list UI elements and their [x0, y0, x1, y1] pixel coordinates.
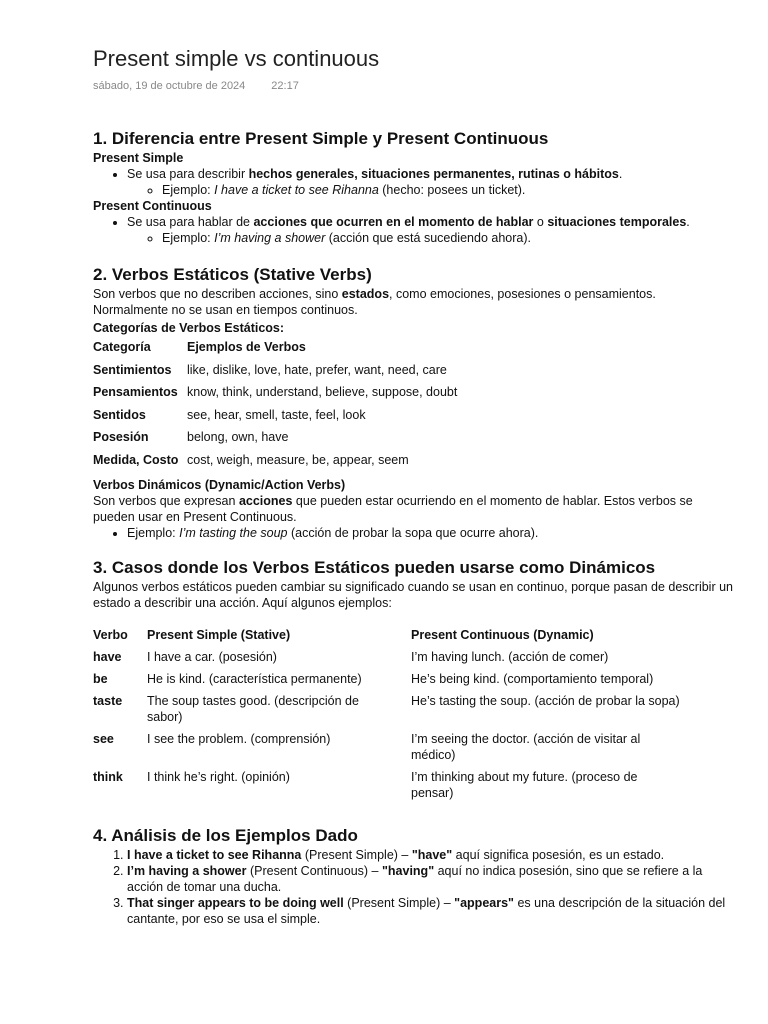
table-row	[93, 693, 691, 731]
text-run: (acción que está sucediendo ahora).	[325, 231, 531, 245]
category-cell: Posesión	[93, 430, 149, 444]
text-bold: "having"	[381, 864, 435, 878]
text-bold: acciones	[238, 494, 293, 508]
table-row	[93, 452, 457, 475]
category-cell: Pensamientos	[93, 385, 178, 399]
page-meta	[93, 78, 733, 94]
text-run: aquí no indica posesión, sino que se refiere a la acción de tomar una ducha.	[127, 864, 703, 894]
table-row	[93, 407, 457, 430]
continuous-cell: He’s being kind. (comportamiento temporal)	[411, 672, 654, 686]
present-simple-example	[162, 182, 733, 198]
section-4-heading: 4. Análisis de los Ejemplos Dado	[93, 826, 358, 845]
stative-intro	[93, 286, 733, 318]
stative-verbs-table	[93, 339, 457, 474]
text-bold: acciones que ocurren en el momento de hablar	[253, 215, 534, 229]
column-header: Ejemplos de Verbos	[187, 340, 306, 354]
column-header: Verbo	[93, 628, 128, 642]
table-header-row	[93, 627, 691, 649]
text-run: Son verbos que expresan	[93, 494, 239, 508]
analysis-list	[93, 847, 733, 927]
text-run: (Present Continuous) –	[246, 864, 382, 878]
table-row	[93, 362, 457, 385]
examples-cell: belong, own, have	[187, 430, 289, 444]
present-continuous-title: Present Continuous	[93, 199, 212, 213]
text-run: que pueden estar ocurriendo en el momento de hablar. Estos verbos se pueden usar en Present Continuous.	[93, 494, 693, 524]
section-3-heading: 3. Casos donde los Verbos Estáticos pueden usarse como Dinámicos	[93, 558, 656, 577]
text-italic: I’m having a shower	[214, 231, 326, 245]
simple-cell: I see the problem. (comprensión)	[147, 732, 331, 746]
table-row	[93, 731, 691, 769]
text-bold: I have a ticket to see Rihanna	[127, 848, 302, 862]
continuous-cell: I’m seeing the doctor. (acción de visitar al médico)	[411, 732, 641, 762]
text-run: es una descripción de la situación del cantante, por eso se usa el simple.	[127, 896, 726, 926]
examples-cell: know, think, understand, believe, suppose, doubt	[187, 385, 458, 399]
text-run: , como emociones, posesiones o pensamientos. Normalmente no se usan en tiempos continuos.	[93, 287, 656, 317]
column-header: Present Simple (Stative)	[147, 628, 291, 642]
text-run: (Present Simple) –	[301, 848, 412, 862]
text-run: Ejemplo:	[162, 231, 215, 245]
present-continuous-example	[162, 230, 733, 246]
section-1-heading: 1. Diferencia entre Present Simple y Present Continuous	[93, 129, 549, 148]
category-cell: Sentidos	[93, 407, 146, 422]
text-bold: I’m having a shower	[127, 864, 247, 878]
continuous-cell: I’m having lunch. (acción de comer)	[411, 650, 609, 664]
section-1	[93, 128, 733, 246]
verb-cell: think	[93, 770, 123, 784]
text-bold: "appears"	[454, 896, 514, 910]
text-run: (acción de probar la sopa que ocurre ahora).	[287, 526, 539, 540]
text-bold: hechos generales, situaciones permanentes, rutinas o hábitos	[248, 167, 619, 181]
text-run: Se usa para hablar de	[127, 215, 254, 229]
category-cell: Sentimientos	[93, 362, 172, 377]
dynamic-example	[127, 525, 733, 541]
simple-cell: I think he’s right. (opinión)	[147, 770, 290, 784]
stative-dynamic-table	[93, 627, 691, 807]
table-row	[93, 649, 691, 671]
present-continuous-example-list	[127, 230, 733, 246]
section-2	[93, 264, 733, 541]
text-run: Ejemplo:	[162, 183, 215, 197]
text-run: Son verbos que no describen acciones, sino	[93, 287, 342, 301]
dynamic-intro	[93, 493, 733, 525]
table-row	[93, 671, 691, 693]
text-run: (hecho: posees un ticket).	[378, 183, 526, 197]
table-row	[93, 429, 457, 452]
stative-categories-title: Categorías de Verbos Estáticos:	[93, 321, 285, 335]
present-simple-list	[93, 166, 733, 198]
continuous-cell: He’s tasting the soup. (acción de probar la sopa)	[411, 694, 680, 708]
text-run: Ejemplo:	[127, 526, 180, 540]
text-bold: That singer appears to be doing well	[127, 896, 344, 910]
present-simple-example-list	[127, 182, 733, 198]
list-item	[127, 863, 733, 895]
table-row	[93, 769, 691, 807]
continuous-cell: I’m thinking about my future. (proceso de pensar)	[411, 770, 638, 800]
section-4	[93, 825, 733, 927]
dynamic-example-list	[93, 525, 733, 541]
section-3	[93, 557, 733, 807]
present-continuous-usage	[127, 214, 733, 246]
text-run: Se usa para describir	[127, 167, 249, 181]
dynamic-verbs-title: Verbos Dinámicos (Dynamic/Action Verbs)	[93, 478, 346, 492]
text-run: o	[533, 215, 548, 229]
examples-cell: like, dislike, love, hate, prefer, want, need, care	[187, 362, 447, 377]
table-header-row	[93, 339, 457, 362]
page-date: sábado, 19 de octubre de 2024	[93, 80, 246, 92]
list-item	[127, 895, 733, 927]
section-2-heading: 2. Verbos Estáticos (Stative Verbs)	[93, 265, 372, 284]
section-3-intro: Algunos verbos estáticos pueden cambiar su significado cuando se usan en continuo, porque pasan de describir un estado a describir una acción. Aquí algunos ejemplos:	[93, 580, 733, 610]
text-run: .	[618, 167, 623, 181]
verb-cell: have	[93, 650, 122, 664]
text-run: aquí significa posesión, es un estado.	[452, 848, 665, 862]
text-bold: "have"	[411, 848, 453, 862]
category-cell: Medida, Costo	[93, 452, 179, 467]
text-run: .	[686, 215, 690, 229]
simple-cell: The soup tastes good. (descripción de sabor)	[147, 694, 359, 724]
verb-cell: see	[93, 732, 114, 746]
examples-cell: see, hear, smell, taste, feel, look	[187, 407, 366, 422]
note-page	[93, 44, 733, 927]
text-italic: I’m tasting the soup	[179, 526, 288, 540]
column-header: Categoría	[93, 340, 151, 354]
present-continuous-list	[93, 214, 733, 246]
list-item	[127, 847, 733, 863]
page-time: 22:17	[271, 80, 299, 92]
page-title: Present simple vs continuous	[93, 46, 380, 71]
examples-cell: cost, weigh, measure, be, appear, seem	[187, 452, 409, 467]
text-bold: estados	[341, 287, 390, 301]
verb-cell: taste	[93, 694, 123, 708]
table-row	[93, 384, 457, 407]
text-bold: situaciones temporales	[547, 215, 687, 229]
column-header: Present Continuous (Dynamic)	[411, 628, 594, 642]
text-italic: I have a ticket to see Rihanna	[214, 183, 379, 197]
present-simple-title: Present Simple	[93, 151, 184, 165]
text-run: (Present Simple) –	[343, 896, 455, 910]
verb-cell: be	[93, 672, 108, 686]
present-simple-usage	[127, 166, 733, 198]
simple-cell: I have a car. (posesión)	[147, 650, 277, 664]
simple-cell: He is kind. (característica permanente)	[147, 672, 362, 686]
